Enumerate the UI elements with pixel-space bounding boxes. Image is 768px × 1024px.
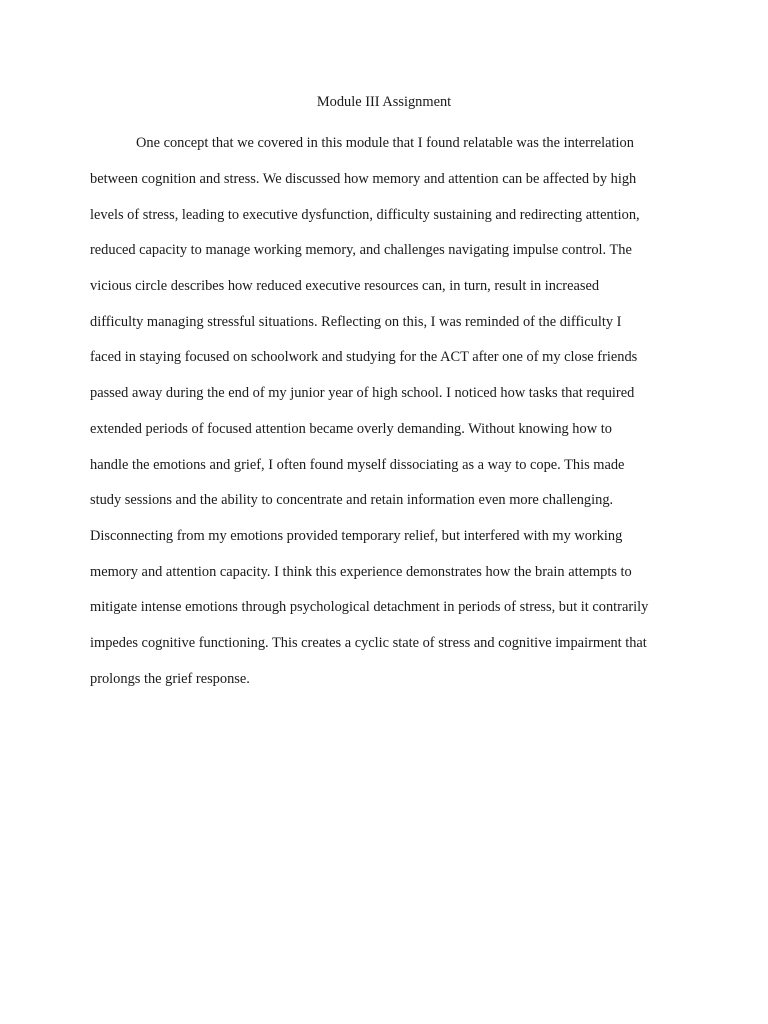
paragraph-line: levels of stress, leading to executive dysfunction, difficulty sustaining and redirecting attention, xyxy=(90,207,640,223)
paragraph-line: impedes cognitive functioning. This creates a cyclic state of stress and cognitive impairment that xyxy=(90,635,647,651)
paragraph-line: mitigate intense emotions through psychological detachment in periods of stress, but it contrarily xyxy=(90,599,649,615)
paragraph-line: reduced capacity to manage working memory, and challenges navigating impulse control. The xyxy=(90,242,632,258)
paragraph-line: extended periods of focused attention became overly demanding. Without knowing how to xyxy=(90,421,612,437)
paragraph-line: between cognition and stress. We discussed how memory and attention can be affected by high xyxy=(90,171,637,187)
paragraph-line: faced in staying focused on schoolwork and studying for the ACT after one of my close friends xyxy=(90,349,638,365)
paragraph-line: study sessions and the ability to concentrate and retain information even more challenging. xyxy=(90,492,614,508)
paragraph-line: handle the emotions and grief, I often found myself dissociating as a way to cope. This made xyxy=(90,457,625,473)
document-title: Module III Assignment xyxy=(316,94,452,110)
paragraph-line: passed away during the end of my junior year of high school. I noticed how tasks that required xyxy=(90,385,635,401)
paragraph-line: vicious circle describes how reduced executive resources can, in turn, result in increased xyxy=(90,278,600,294)
paragraph-line: memory and attention capacity. I think this experience demonstrates how the brain attempts to xyxy=(90,564,632,580)
paragraph-line: prolongs the grief response. xyxy=(90,671,250,687)
paragraph-line: One concept that we covered in this module that I found relatable was the interrelation xyxy=(136,135,634,151)
paragraph-line: difficulty managing stressful situations. Reflecting on this, I was reminded of the difficulty I xyxy=(90,314,622,330)
paragraph-line: Disconnecting from my emotions provided temporary relief, but interfered with my working xyxy=(90,528,623,544)
